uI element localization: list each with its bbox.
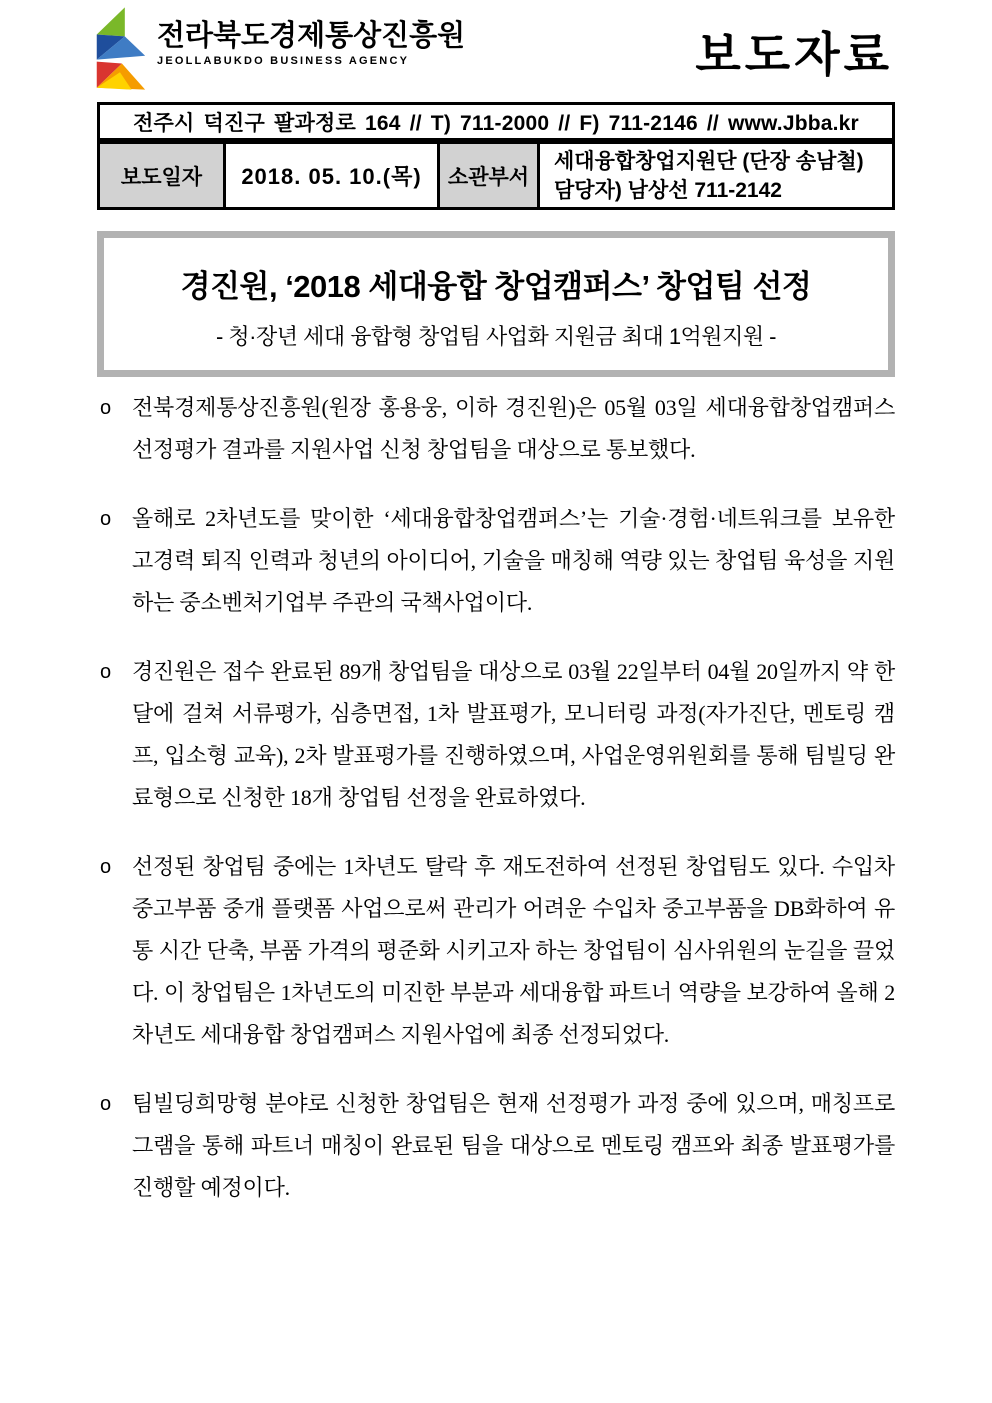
department-label: 소관부서	[439, 143, 539, 209]
paragraph-text: 전북경제통상진흥원(원장 홍용웅, 이하 경진원)은 05월 03일 세대융합창업캠퍼스 선정평가 결과를 지원사업 신청 창업팀을 대상으로 통보했다.	[132, 395, 895, 462]
release-date-value: 2018. 05. 10.(목)	[225, 143, 439, 209]
department-line2: 담당자) 남상선 711-2142	[554, 178, 782, 202]
agency-name-korean: 전라북도경제통상진흥원	[157, 20, 466, 52]
headline-title: 경진원, ‘2018 세대융합 창업캠퍼스’ 창업팀 선정	[180, 269, 812, 304]
article-body	[97, 387, 895, 1209]
paragraph-text: 올해로 2차년도를 맞이한 ‘세대융합창업캠퍼스’는 기술·경험·네트워크를 보유한 고경력 퇴직 인력과 청년의 아이디어, 기술을 매칭해 역량 있는 창업팀 육성을 지원하는 중소벤처기업부 주관의 국책사업이다.	[132, 506, 895, 615]
paragraph-text: 경진원은 접수 완료된 89개 창업팀을 대상으로 03월 22일부터 04월 20일까지 약 한 달에 걸쳐 서류평가, 심층면접, 1차 발표평가, 모니터링 과정(자가진단, 멘토링 캠프, 입소형 교육), 2차 발표평가를 진행하였으며, 사업운영위원회를 통해 팀빌딩 완료형으로 신청한 18개 창업팀 선정을 완료하였다.	[132, 659, 895, 810]
bullet-marker: o	[100, 856, 111, 878]
paragraph-text: 팀빌딩희망형 분야로 신청한 창업팀은 현재 선정평가 과정 중에 있으며, 매칭프로그램을 통해 파트너 매칭이 완료된 팀을 대상으로 멘토링 캠프와 최종 발표평가를 진행할 예정이다.	[132, 1091, 895, 1200]
body-paragraph	[97, 846, 895, 1056]
table-row	[99, 143, 894, 209]
department-line1: 세대융합창업지원단 (단장 송남철)	[554, 149, 864, 173]
headline-box	[97, 231, 895, 377]
paragraph-text: 선정된 창업팀 중에는 1차년도 탈락 후 재도전하여 선정된 창업팀도 있다. 수입차 중고부품 중개 플랫폼 사업으로써 관리가 어려운 수입차 중고부품을 DB화하여 유통 시간 단축, 부품 가격의 평준화 시키고자 하는 창업팀이 심사위원의 눈길을 끌었다. 이 창업팀은 1차년도의 미진한 부분과 세대융합 파트너 역량을 보강하여 올해 2차년도 세대융합 창업캠퍼스 지원사업에 최종 선정되었다.	[132, 854, 895, 1047]
bullet-marker: o	[100, 397, 111, 419]
headline-subtitle: - 청·장년 세대 융합형 창업팀 사업화 지원금 최대 1억원지원 -	[215, 324, 777, 349]
bullet-marker: o	[100, 1093, 111, 1115]
body-paragraph	[97, 498, 895, 624]
document-type-title: 보도자료	[695, 28, 893, 81]
release-date-label: 보도일자	[99, 143, 225, 209]
body-paragraph	[97, 1083, 895, 1209]
release-info-table	[97, 141, 895, 210]
department-value	[539, 143, 894, 209]
bullet-marker: o	[100, 661, 111, 683]
agency-name-block	[157, 20, 465, 67]
page-header	[97, 6, 895, 98]
body-paragraph	[97, 387, 895, 471]
agency-logo-icon	[89, 6, 149, 92]
agency-name-english: JEOLLABUKDO BUSINESS AGENCY	[157, 55, 410, 67]
body-paragraph	[97, 651, 895, 819]
agency-brand	[89, 6, 465, 92]
bullet-marker: o	[100, 508, 111, 530]
contact-bar: 전주시 덕진구 팔과정로 164 // T) 711-2000 // F) 711-2146 // www.Jbba.kr	[97, 102, 895, 141]
